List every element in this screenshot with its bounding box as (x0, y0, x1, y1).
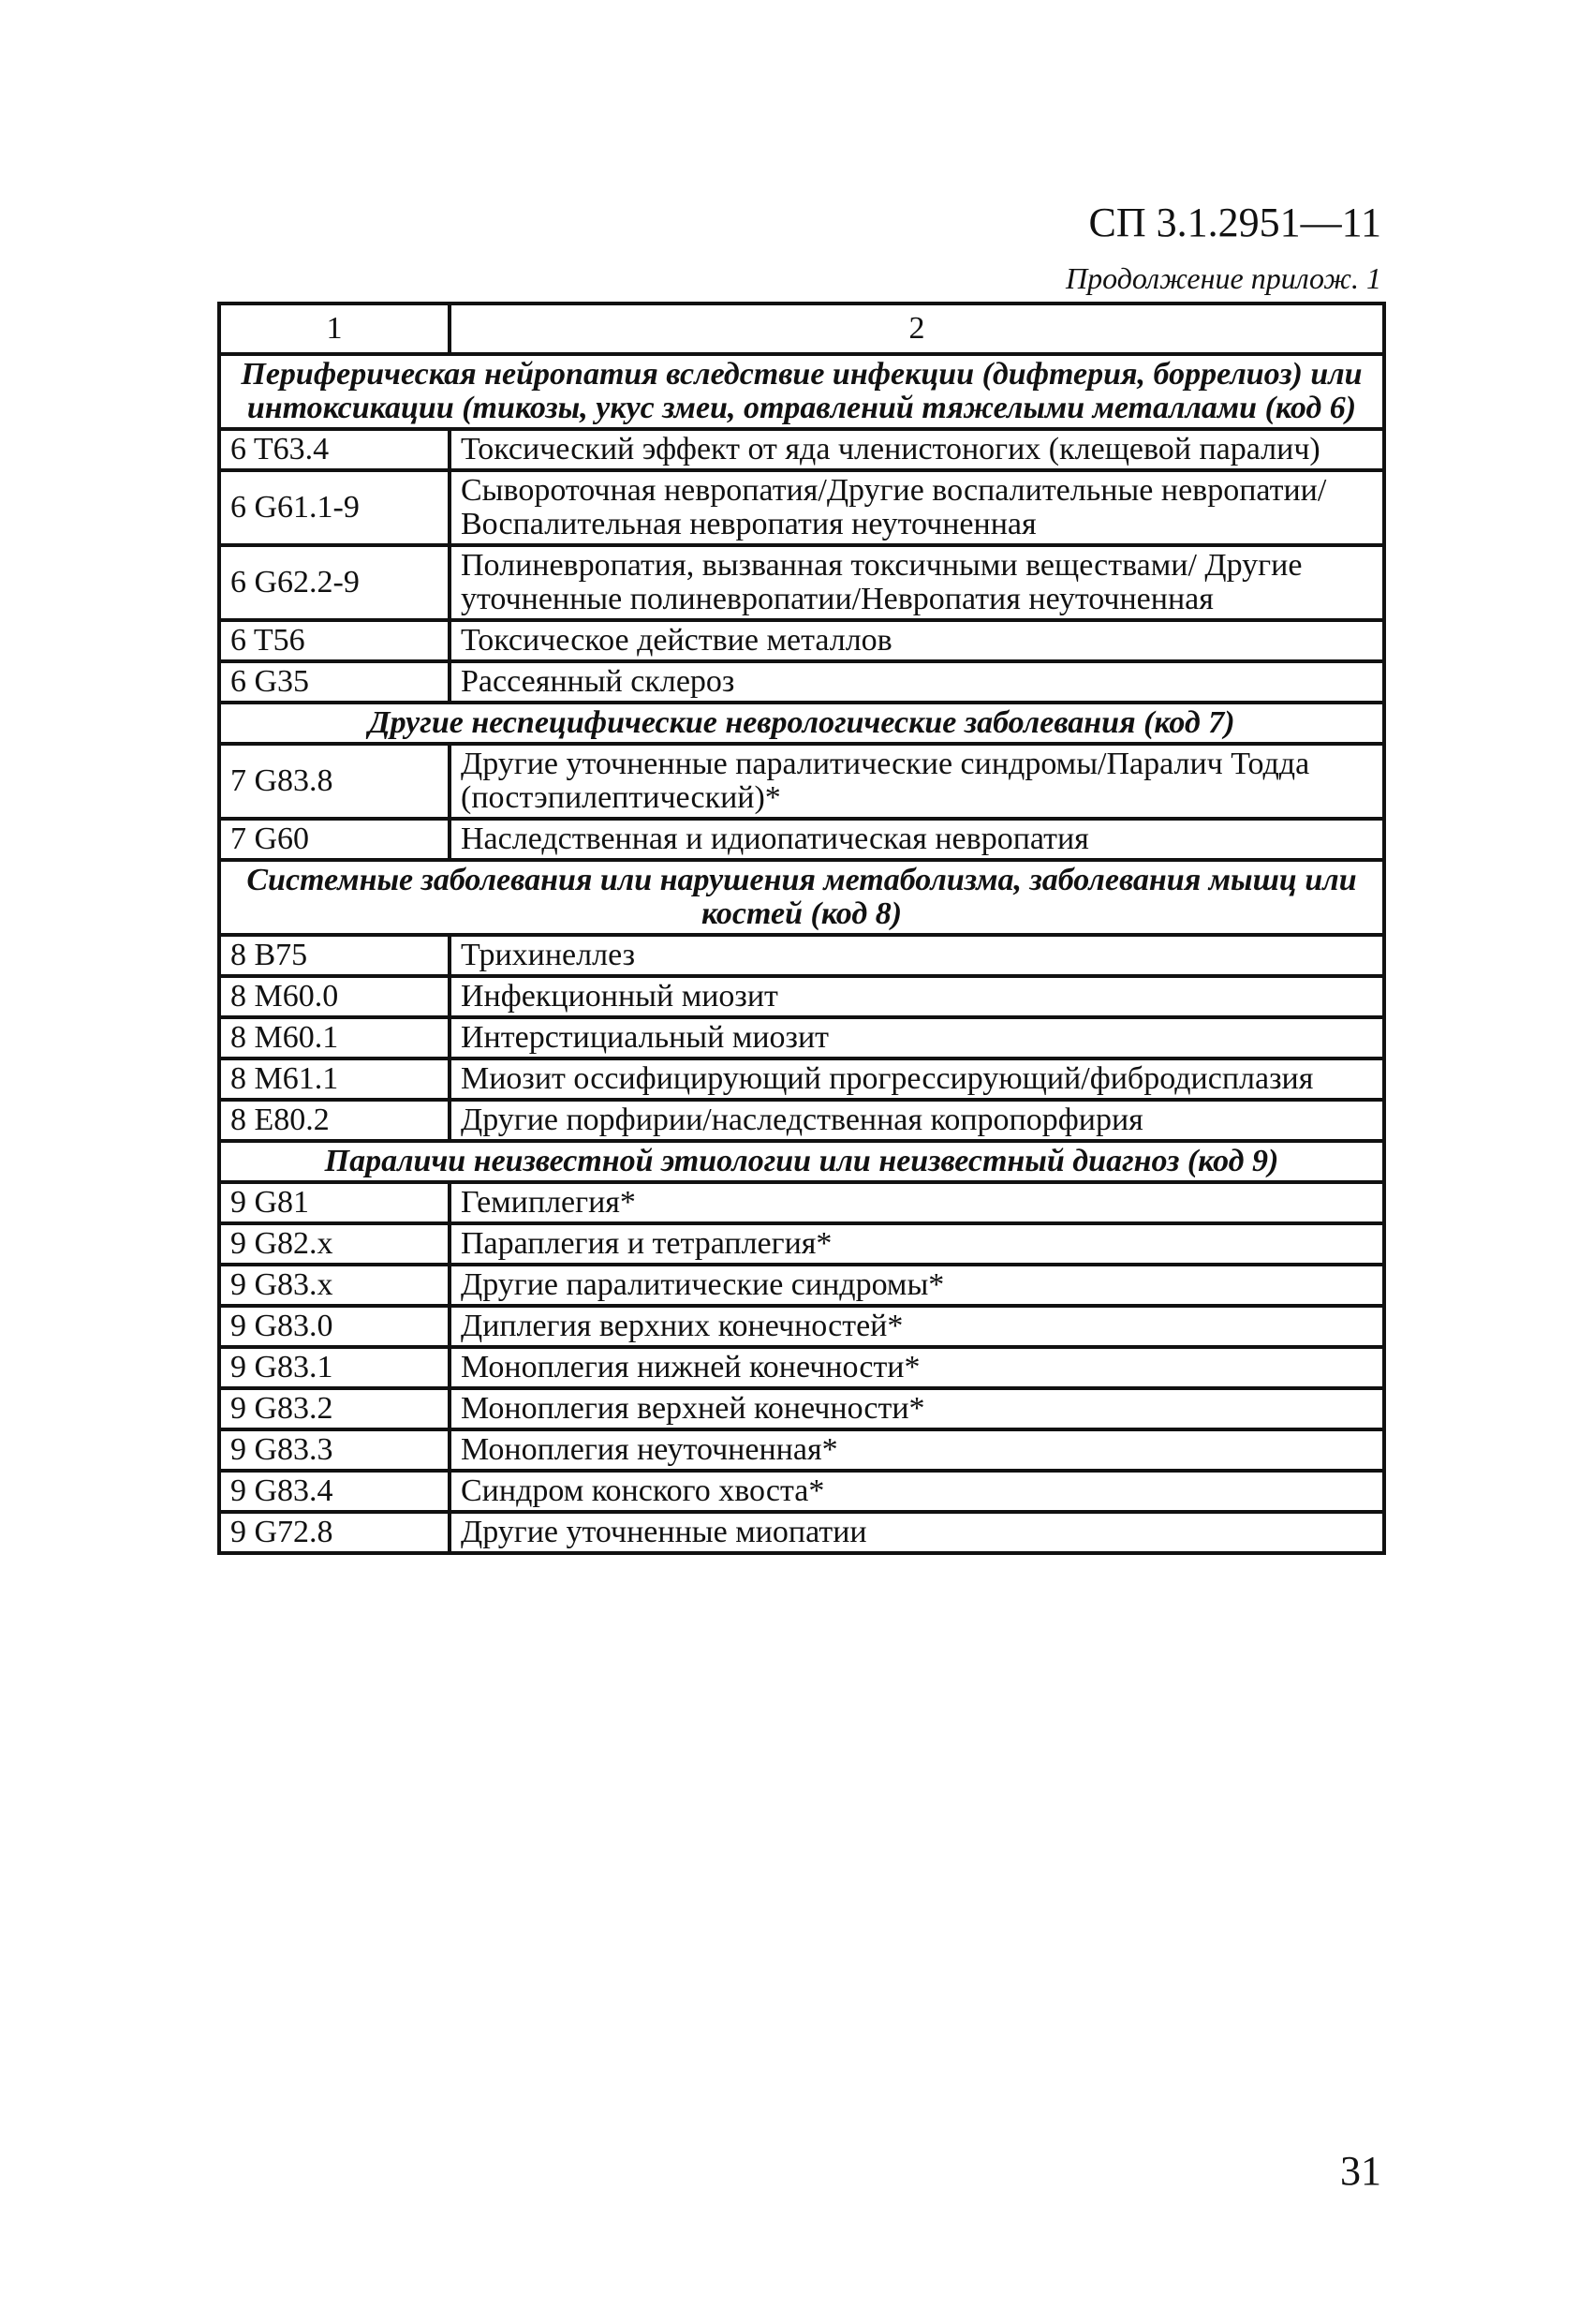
diagnosis-description: Сывороточная невропатия/Другие воспалительные невропатии/Воспалительная невропатия неуточненная (450, 470, 1384, 545)
diagnosis-description: Гемиплегия* (450, 1182, 1384, 1223)
table-row (219, 661, 1384, 703)
diagnosis-code: 8 M60.1 (219, 1017, 450, 1058)
diagnosis-description: Другие паралитические синдромы* (450, 1265, 1384, 1306)
section-header-row (219, 354, 1384, 429)
section-title: Параличи неизвестной этиологии или неизвестный диагноз (код 9) (219, 1141, 1384, 1182)
diagnosis-code: 9 G72.8 (219, 1512, 450, 1553)
diagnosis-description: Трихинеллез (450, 935, 1384, 976)
diagnosis-codes-table (217, 302, 1386, 1555)
table-row (219, 744, 1384, 819)
diagnosis-code: 8 M61.1 (219, 1058, 450, 1100)
table-row (219, 819, 1384, 860)
diagnosis-code: 9 G81 (219, 1182, 450, 1223)
column-header-2: 2 (450, 303, 1384, 354)
column-header-row (219, 303, 1384, 354)
page-number: 31 (1340, 2148, 1381, 2194)
diagnosis-code: 7 G60 (219, 819, 450, 860)
diagnosis-code: 8 B75 (219, 935, 450, 976)
table-row (219, 1100, 1384, 1141)
table-row (219, 1058, 1384, 1100)
table-row (219, 1265, 1384, 1306)
diagnosis-description: Интерстициальный миозит (450, 1017, 1384, 1058)
table-row (219, 1306, 1384, 1347)
diagnosis-description: Рассеянный склероз (450, 661, 1384, 703)
diagnosis-code: 9 G83.0 (219, 1306, 450, 1347)
diagnosis-code: 9 G83.4 (219, 1471, 450, 1512)
table-row (219, 1223, 1384, 1265)
column-header-1: 1 (219, 303, 450, 354)
table-row (219, 545, 1384, 620)
diagnosis-code: 6 G61.1-9 (219, 470, 450, 545)
diagnosis-description: Полиневропатия, вызванная токсичными веществами/ Другие уточненные полиневропатии/Невропатия неуточненная (450, 545, 1384, 620)
table-row (219, 1512, 1384, 1553)
diagnosis-description: Моноплегия верхней конечности* (450, 1388, 1384, 1429)
table-row (219, 429, 1384, 470)
diagnosis-description: Диплегия верхних конечностей* (450, 1306, 1384, 1347)
diagnosis-code: 6 G62.2-9 (219, 545, 450, 620)
diagnosis-code: 9 G83.1 (219, 1347, 450, 1388)
table-row (219, 976, 1384, 1017)
diagnosis-code: 9 G83.3 (219, 1429, 450, 1471)
table-row (219, 470, 1384, 545)
diagnosis-description: Моноплегия нижней конечности* (450, 1347, 1384, 1388)
table-row (219, 1388, 1384, 1429)
diagnosis-code: 9 G82.x (219, 1223, 450, 1265)
diagnosis-description: Инфекционный миозит (450, 976, 1384, 1017)
table-row (219, 620, 1384, 661)
table-row (219, 935, 1384, 976)
diagnosis-description: Наследственная и идиопатическая невропатия (450, 819, 1384, 860)
diagnosis-code: 6 T63.4 (219, 429, 450, 470)
diagnosis-code: 8 E80.2 (219, 1100, 450, 1141)
diagnosis-description: Миозит оссифицирующий прогрессирующий/фибродисплазия (450, 1058, 1384, 1100)
diagnosis-code: 8 M60.0 (219, 976, 450, 1017)
diagnosis-code: 6 G35 (219, 661, 450, 703)
diagnosis-code: 6 T56 (219, 620, 450, 661)
diagnosis-description: Параплегия и тетраплегия* (450, 1223, 1384, 1265)
table-row (219, 1429, 1384, 1471)
section-title: Другие неспецифические неврологические заболевания (код 7) (219, 703, 1384, 744)
diagnosis-code: 9 G83.x (219, 1265, 450, 1306)
diagnosis-description: Токсический эффект от яда членистоногих (клещевой паралич) (450, 429, 1384, 470)
diagnosis-description: Другие уточненные паралитические синдромы/Паралич Тодда (постэпилептический)* (450, 744, 1384, 819)
diagnosis-description: Другие порфирии/наследственная копропорфирия (450, 1100, 1384, 1141)
table-row (219, 1471, 1384, 1512)
diagnosis-code: 9 G83.2 (219, 1388, 450, 1429)
continuation-note: Продолжение прилож. 1 (1066, 261, 1381, 295)
diagnosis-code: 7 G83.8 (219, 744, 450, 819)
diagnosis-description: Другие уточненные миопатии (450, 1512, 1384, 1553)
section-title: Периферическая нейропатия вследствие инфекции (дифтерия, боррелиоз) или интоксикации (тикозы, укус змеи, отравлений тяжелыми металлами (код 6) (219, 354, 1384, 429)
section-header-row (219, 860, 1384, 935)
diagnosis-description: Токсическое действие металлов (450, 620, 1384, 661)
document-code: СП 3.1.2951—11 (1088, 200, 1381, 245)
section-header-row (219, 703, 1384, 744)
diagnosis-description: Синдром конского хвоста* (450, 1471, 1384, 1512)
table-row (219, 1347, 1384, 1388)
table-row (219, 1017, 1384, 1058)
diagnosis-description: Моноплегия неуточненная* (450, 1429, 1384, 1471)
section-header-row (219, 1141, 1384, 1182)
table-row (219, 1182, 1384, 1223)
section-title: Системные заболевания или нарушения метаболизма, заболевания мышц или костей (код 8) (219, 860, 1384, 935)
